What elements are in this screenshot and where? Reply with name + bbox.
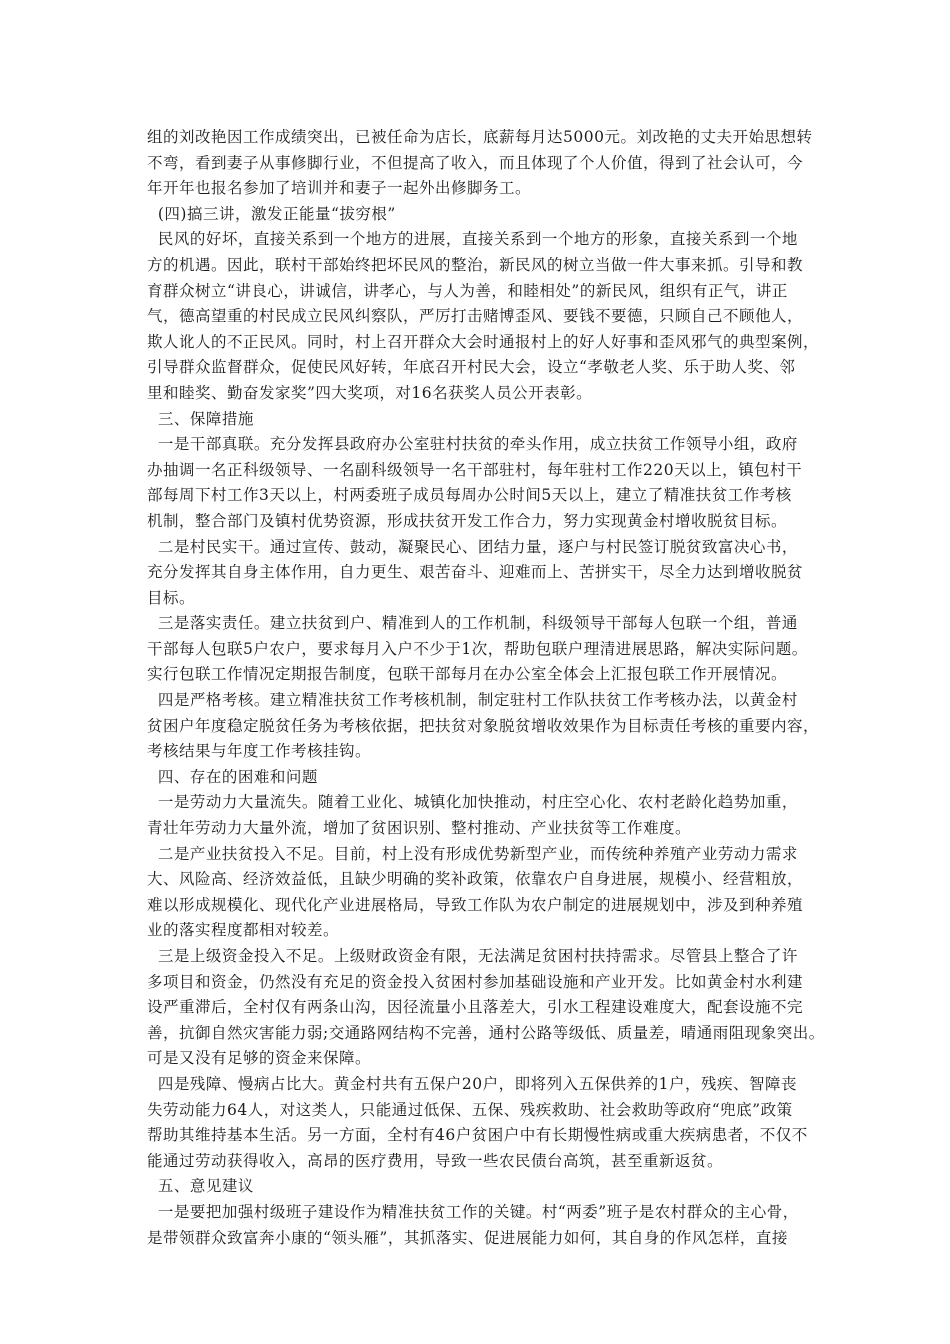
text-line: 失劳动能力64人，对这类人，只能通过低保、五保、残疾救助、社会救助等政府“兜底”政策 — [147, 1100, 793, 1119]
text-line: 一是要把加强村级班子建设作为精准扶贫工作的关键。村“两委”班子是农村群众的主心骨， — [147, 1202, 799, 1221]
text-line: 部每周下村工作3天以上，村两委班子成员每周办公时间5天以上，建立了精准扶贫工作考核 — [147, 486, 792, 505]
text-line: 二是村民实干。通过宣传、鼓动，凝聚民心、团结力量，逐户与村民签订脱贫致富决心书， — [147, 537, 798, 556]
paragraph — [147, 202, 809, 228]
paragraph — [147, 765, 809, 791]
paragraph — [147, 125, 813, 202]
paragraph — [147, 1072, 809, 1174]
text-line: 育群众树立“讲良心，讲诚信，讲孝心，与人为善，和睦相处”的新民风，组织有正气，讲正 — [147, 281, 788, 300]
text-line: 贫困户年度稳定脱贫任务为考核依据，把扶贫对象脱贫增收效果作为目标责任考核的重要内容， — [147, 716, 820, 735]
text-line: 充分发挥其自身主体作用，自力更生、艰苦奋斗、迎难而上、苦拼实干，尽全力达到增收脱贫 — [147, 563, 804, 582]
paragraph — [147, 842, 809, 944]
text-line: 设严重滞后，全村仅有两条山沟，因径流量小且落差大，引水工程建设难度大，配套设施不完 — [147, 998, 804, 1017]
text-line: 民风的好坏，直接关系到一个地方的进展，直接关系到一个地方的形象，直接关系到一个地 — [147, 230, 798, 249]
text-line: 不弯，看到妻子从事修脚行业，不但提高了收入，而且体现了个人价值，得到了社会认可，今 — [147, 153, 804, 172]
text-line: 是带领群众致富奔小康的“领头雁”，其抓落实、促进展能力如何，其自身的作风怎样，直接 — [147, 1228, 788, 1247]
text-line: 可是又没有足够的资金来保障。 — [147, 1049, 372, 1068]
text-line: 一是干部真联。充分发挥县政府办公室驻村扶贫的牵头作用，成立扶贫工作领导小组，政府 — [147, 435, 798, 454]
text-line: 组的刘改艳因工作成绩突出，已被任命为店长，底薪每月达5000元。刘改艳的丈夫开始思想转 — [147, 128, 813, 146]
text-line: 二是产业扶贫投入不足。目前，村上没有形成优势新型产业，而传统种养殖产业劳动力需求 — [147, 844, 798, 863]
text-line: 干部每人包联5户农户，要求每月入户不少于1次，帮助包联户理清进展思路，解决实际问题。 — [147, 639, 808, 658]
text-line: 实行包联工作情况定期报告制度，包联干部每月在办公室全体会上汇报包联工作开展情况。 — [147, 665, 788, 684]
paragraph — [147, 1174, 809, 1200]
text-line: 欺人讹人的不正民风。同时，村上召开群众大会时通报村上的好人好事和歪风邪气的典型案例， — [147, 332, 820, 351]
text-line: 方的机遇。因此，联村干部始终把坏民风的整治，新民风的树立当做一件大事来抓。引导和教 — [147, 255, 804, 274]
paragraph — [147, 432, 809, 534]
paragraph — [147, 611, 809, 688]
paragraph — [147, 407, 809, 433]
paragraph — [147, 944, 825, 1072]
text-line: (四)搞三讲，激发正能量“拔穷根” — [147, 204, 396, 223]
text-line: 三是上级资金投入不足。上级财政资金有限，无法满足贫困村扶持需求。尽管县上整合了许 — [147, 947, 798, 965]
paragraph — [147, 227, 820, 406]
text-line: 气，德高望重的村民成立民风纠察队，严厉打击赌博歪风、要钱不要德，只顾自己不顾他人， — [147, 307, 804, 326]
document-body — [147, 125, 825, 1251]
text-line: 目标。 — [147, 588, 196, 607]
text-line: 一是劳动力大量流失。随着工业化、城镇化加快推动，村庄空心化、农村老龄化趋势加重， — [147, 793, 798, 812]
text-line: 多项目和资金，仍然没有充足的资金投入贫困村参加基础设施和产业开发。比如黄金村水利建 — [147, 972, 804, 991]
paragraph — [147, 535, 809, 612]
text-line: 业的落实程度都相对较差。 — [147, 921, 340, 940]
text-line: 考核结果与年度工作考核挂钩。 — [147, 742, 372, 761]
paragraph — [147, 790, 809, 841]
text-line: 四、存在的困难和问题 — [147, 767, 318, 786]
text-line: 四是严格考核。建立精准扶贫工作考核机制，制定驻村工作队扶贫工作考核办法，以黄金村 — [147, 691, 798, 710]
text-line: 五、意见建议 — [147, 1177, 254, 1196]
text-line: 三是落实责任。建立扶贫到户、精准到人的工作机制，科级领导干部每人包联一个组，普通 — [147, 614, 798, 633]
text-line: 难以形成规模化、现代化产业进展格局，导致工作队为农户制定的进展规划中，涉及到种养殖 — [147, 895, 804, 914]
text-line: 年开年也报名参加了培训并和妻子一起外出修脚务工。 — [147, 179, 532, 198]
text-line: 帮助其维持基本生活。另一方面，全村有46户贫困户中有长期慢性病或重大疾病患者，不仅不 — [147, 1126, 808, 1145]
text-line: 青壮年劳动力大量外流，增加了贫困识别、整村推动、产业扶贫等工作难度。 — [147, 819, 692, 838]
text-line: 办抽调一名正科级领导、一名副科级领导一名干部驻村，每年驻村工作220天以上，镇包村干 — [147, 460, 803, 479]
text-line: 善，抗御自然灾害能力弱;交通路网结构不完善，通村公路等级低、质量差，晴通雨阻现象突出。 — [147, 1023, 825, 1042]
text-line: 三、保障措施 — [147, 409, 254, 428]
text-line: 四是残障、慢病占比大。黄金村共有五保户20户，即将列入五保供养的1户，残疾、智障丧 — [147, 1074, 797, 1093]
text-line: 机制，整合部门及镇村优势资源，形成扶贫开发工作合力，努力实现黄金村增收脱贫目标。 — [147, 511, 788, 530]
text-line: 大、风险高、经济效益低，且缺少明确的奖补政策，依靠农户自身进展，规模小、经营粗放， — [147, 870, 804, 889]
paragraph — [147, 1200, 809, 1251]
text-line: 能通过劳动获得收入，高昂的医疗费用，导致一些农民债台高筑，甚至重新返贫。 — [147, 1151, 724, 1170]
text-line: 里和睦奖、勤奋发家奖”四大奖项，对16名获奖人员公开表彰。 — [147, 383, 593, 402]
paragraph — [147, 688, 820, 765]
text-line: 引导群众监督群众，促使民风好转，年底召开村民大会，设立“孝敬老人奖、乐于助人奖、邻 — [147, 358, 796, 377]
